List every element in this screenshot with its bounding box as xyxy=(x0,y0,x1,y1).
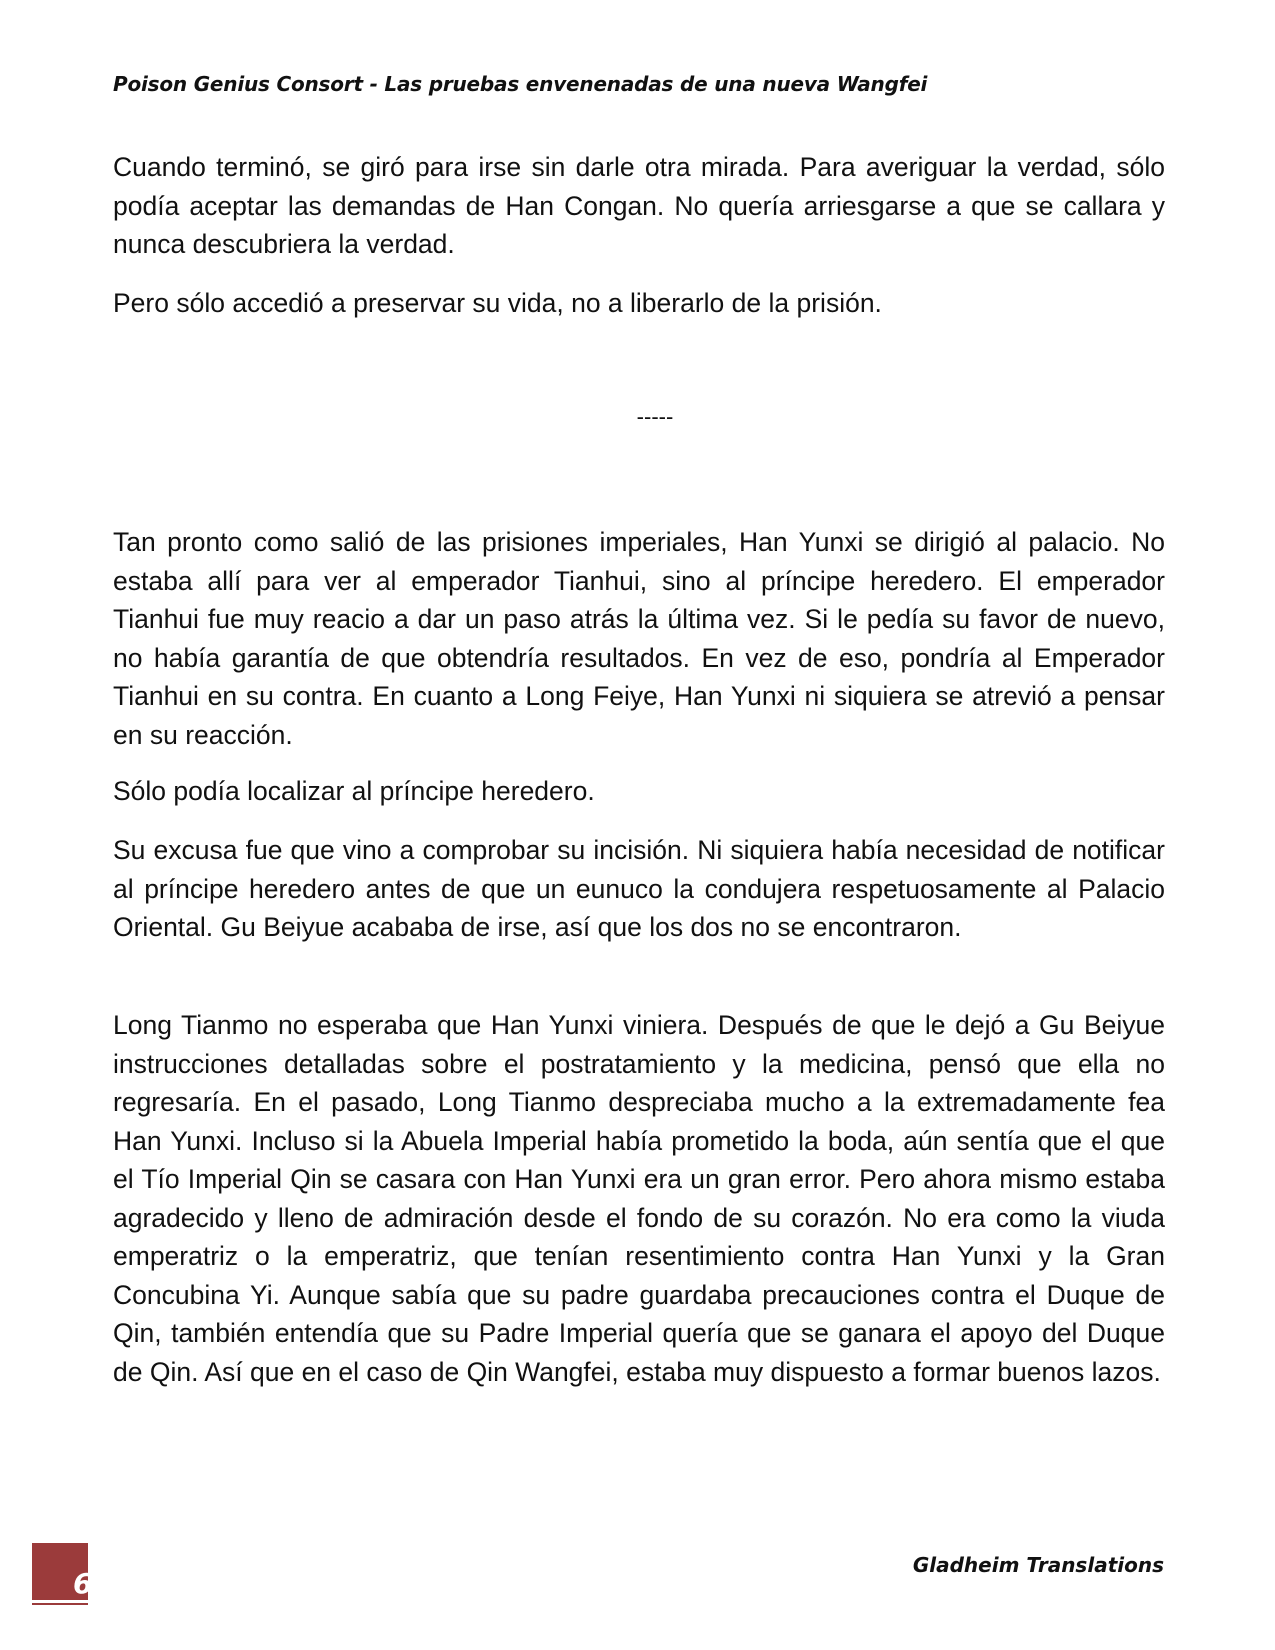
footer-credit: Gladheim Translations xyxy=(912,1553,1164,1577)
paragraph-5: Su excusa fue que vino a comprobar su incisión. Ni siquiera había necesidad de notificar al príncipe heredero antes de que un eunuco la condujera respetuosamente al Palacio Oriental. Gu Beiyue acababa de irse, así que los dos no se encontraron. xyxy=(113,835,1165,942)
paragraph-1: Cuando terminó, se giró para irse sin darle otra mirada. Para averiguar la verdad, sólo podía aceptar las demandas de Han Congan. No quería arriesgarse a que se callara y nunca descubriera la verdad. xyxy=(113,152,1165,259)
paragraph-3: Tan pronto como salió de las prisiones imperiales, Han Yunxi se dirigió al palacio. No estaba allí para ver al emperador Tianhui, sino al príncipe heredero. El emperador Tianhui fue muy reacio a dar un paso atrás la última vez. Si le pedía su favor de nuevo, no había garantía de que obtendría resultados. En vez de eso, pondría al Emperador Tianhui en su contra. En cuanto a Long Feiye, Han Yunxi ni siquiera se atrevió a pensar en su reacción. xyxy=(113,527,1165,750)
paragraph-6: Long Tianmo no esperaba que Han Yunxi viniera. Después de que le dejó a Gu Beiyue instrucciones detalladas sobre el postratamiento y la medicina, pensó que ella no regresaría. En el pasado, Long Tianmo despreciaba mucho a la extremadamente fea Han Yunxi. Incluso si la Abuela Imperial había prometido la boda, aún sentía que el que el Tío Imperial Qin se casara con Han Yunxi era un gran error. Pero ahora mismo estaba agradecido y lleno de admiración desde el fondo de su corazón. No era como la viuda emperatriz o la emperatriz, que tenían resentimiento contra Han Yunxi y la Gran Concubina Yi. Aunque sabía que su padre guardaba precauciones contra el Duque de Qin, también entendía que su Padre Imperial quería que se ganara el apoyo del Duque de Qin. Así que en el caso de Qin Wangfei, estaba muy dispuesto a formar buenos lazos. xyxy=(113,1010,1165,1387)
paragraph-2: Pero sólo accedió a preservar su vida, no a liberarlo de la prisión. xyxy=(113,288,882,318)
scene-separator: ----- xyxy=(636,404,674,429)
paragraph-4: Sólo podía localizar al príncipe heredero. xyxy=(113,776,595,806)
running-header: Poison Genius Consort - Las pruebas envenenadas de una nueva Wangfei xyxy=(113,72,928,96)
page-number-underline xyxy=(32,1600,88,1603)
page-number: 6 xyxy=(73,1568,93,1600)
